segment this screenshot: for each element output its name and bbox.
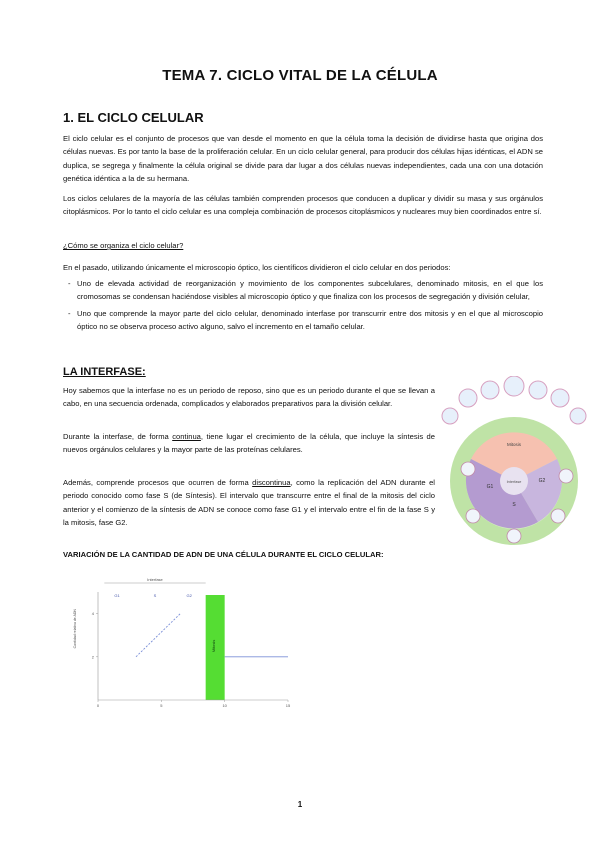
page-number: 1: [297, 800, 303, 809]
underlined-term-continua: continua: [172, 432, 201, 441]
paragraph-citoplasmicos: Los ciclos celulares de la mayoría de las células también comprenden procesos que conducen a duplicar y dividir su masa y sus orgánulos citoplásmicos. Por lo tanto el ciclo celular es una compleja combinación de procesos citoplásmicos y nucleares muy bien coordinados entre sí.: [63, 194, 543, 217]
cell-icon: [507, 529, 521, 543]
paragraph-periodos: En el pasado, utilizando únicamente el microscopio óptico, los científicos dividieron el ciclo celular en dos periodos:: [63, 263, 451, 272]
cell-icon: [459, 389, 477, 407]
phase-label-g2: G2: [186, 593, 192, 598]
mitosis-band-label: Mitosis: [211, 639, 217, 653]
paragraph-interfase-continua: [63, 430, 435, 457]
underlined-term-discontinua: discontinua: [252, 478, 291, 487]
x-tick-label: 5: [160, 703, 163, 708]
data-segment-s: [136, 614, 180, 657]
paragraph-interfase-reposo: Hoy sabemos que la interfase no es un periodo de reposo, sino que es un periodo durante el que se llevan a cabo, en una secuencia ordenada, complicados y elaborados preparativos para la división celular.: [63, 386, 435, 409]
page-title: TEMA 7. CICLO VITAL DE LA CÉLULA: [162, 67, 438, 84]
y-tick-label: 2: [91, 654, 94, 660]
dna-chart: [60, 570, 310, 720]
text-fragment: , tiene lugar el crecimiento de la célula, que incluye la síntesis de nuevos orgánulos celulares y la mayor parte de las proteínas celulares.: [63, 432, 435, 455]
paragraph-intro: El ciclo celular es el conjunto de procesos que van desde el momento en que la célula toma la decisión de dividirse hasta que origina dos células nuevas. Es por tanto la base de la proliferación celular. En un ciclo celular general, para producir dos células hijas idénticas, el ADN se duplica, se segrega y finalmente la célula original se divide para dar lugar a dos células nuevas independientes, cada una con una dotación genética idéntica a la de su hermana.: [63, 134, 543, 184]
list-item: - Uno de elevada actividad de reorganización y movimiento de los componentes subcelulares, denominado mitosis, en el que los cromosomas se condensan haciéndose visibles al microscopio óptico y que finaliza con los procesos de segregación y división celular,: [63, 277, 543, 304]
x-tick-label: 15: [285, 703, 291, 708]
y-axis-label: Cantidad relativa de ADN: [73, 609, 77, 649]
phase-label-g1: G1: [114, 593, 120, 598]
cell-icon: [559, 469, 573, 483]
cell-icon: [461, 462, 475, 476]
cell-icon: [442, 408, 458, 424]
cell-icon: [529, 381, 547, 399]
mitosis-label: Mitosis: [506, 442, 522, 447]
y-ticks: [92, 611, 98, 659]
chart-caption: VARIACIÓN DE LA CANTIDAD DE ADN DE UNA CÉLULA DURANTE EL CICLO CELULAR:: [63, 550, 384, 559]
cell-icon: [570, 408, 586, 424]
x-ticks: [97, 700, 291, 708]
cell-icon: [466, 509, 480, 523]
x-tick-label: 0: [96, 703, 100, 708]
cell-icon: [551, 389, 569, 407]
g1-label: G1: [486, 484, 494, 490]
y-tick-label: 4: [91, 611, 94, 617]
paragraph-interfase-discontinua: [63, 476, 435, 530]
phase-labels: [114, 593, 192, 598]
g2-label: G2: [538, 478, 546, 484]
question-heading: ¿Cómo se organiza el ciclo celular?: [63, 241, 184, 250]
section-heading-interfase: LA INTERFASE:: [63, 366, 146, 378]
x-tick-label: 10: [222, 703, 227, 708]
interfase-center-label: Interfase: [506, 480, 522, 484]
cell-cycle-diagram: [438, 376, 590, 548]
text-fragment: Además, comprende procesos que ocurren de forma: [63, 478, 253, 487]
s-label: S: [512, 502, 516, 508]
list-item: - Uno que comprende la mayor parte del ciclo celular, denominado interfase por transcurrir entre dos mitosis y en el que al microscopio óptico no se observa proceso activo alguno, salvo el incremento en el tamaño celular.: [63, 307, 543, 334]
cell-icon: [504, 376, 524, 396]
mitosis-cells: [442, 376, 586, 424]
text-fragment: , como la replicación del ADN durante el periodo conocido como fase S (de Síntesis). El intervalo que transcurre entre el final de la mitosis del ciclo anterior y el comienzo de la síntesis de ADN se conoce como fase G1 y el intervalo entre el fin de la fase S y la mitosis, fase G2.: [63, 478, 435, 528]
phase-label-s: S: [153, 593, 157, 598]
cell-icon: [551, 509, 565, 523]
cell-icon: [481, 381, 499, 399]
text-fragment: Durante la interfase, de forma: [63, 432, 173, 441]
periods-list: [63, 277, 543, 337]
section-heading-ciclo-celular: 1. EL CICLO CELULAR: [63, 110, 204, 125]
interfase-label: Interfase: [147, 577, 163, 582]
